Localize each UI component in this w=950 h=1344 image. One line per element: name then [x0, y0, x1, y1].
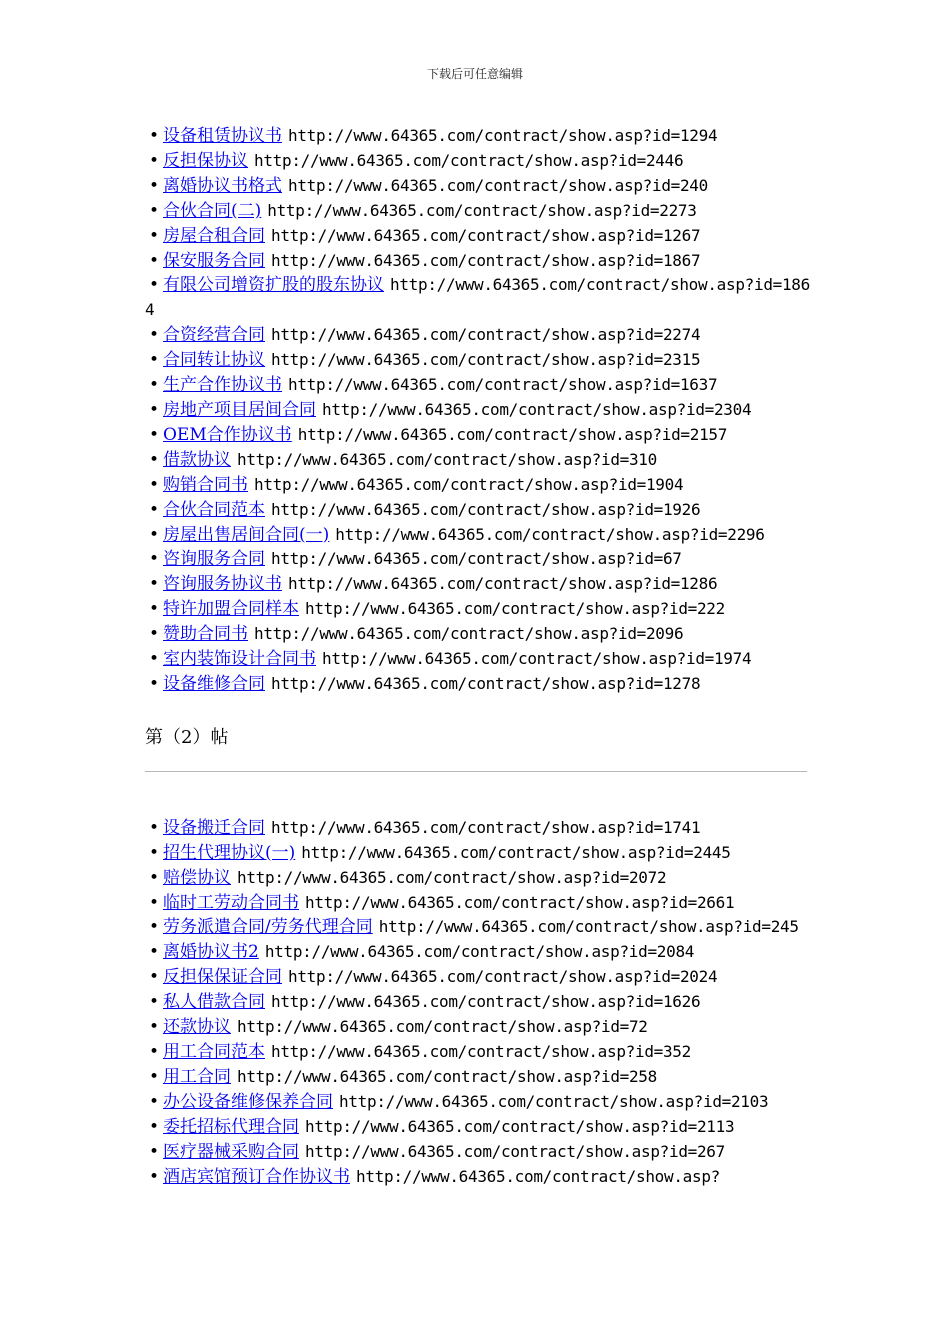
contract-url: http://www.64365.com/contract/show.asp?id=2446: [254, 150, 684, 170]
contract-title-link[interactable]: 保安服务合同: [163, 250, 265, 271]
bullet-icon: •: [148, 867, 160, 888]
contract-url: http://www.64365.com/contract/show.asp?id=2445: [301, 842, 731, 862]
list-item: [145, 398, 815, 423]
list-item: [145, 473, 815, 498]
list-item: [145, 124, 815, 149]
bullet-icon: •: [148, 624, 160, 645]
contract-url: http://www.64365.com/contract/show.asp?id=2304: [322, 399, 752, 419]
bullet-icon: •: [148, 325, 160, 346]
bullet-icon: •: [148, 649, 160, 670]
bullet-icon: •: [148, 1141, 160, 1162]
list-item: [145, 323, 815, 348]
bullet-icon: •: [148, 399, 160, 420]
contract-title-link[interactable]: 还款协议: [163, 1017, 231, 1038]
contract-title-link[interactable]: 设备租赁协议书: [163, 126, 282, 146]
list-item: [145, 1065, 815, 1090]
bullet-icon: •: [148, 1066, 160, 1087]
list-item: [145, 448, 815, 473]
contract-url: http://www.64365.com/contract/show.asp?id=1926: [271, 499, 701, 519]
contract-title-link[interactable]: 临时工劳动合同书: [163, 892, 299, 913]
document-body: [145, 124, 815, 1189]
contract-url: http://www.64365.com/contract/show.asp?id=2072: [237, 867, 667, 887]
list-item: [145, 1040, 815, 1065]
contract-url: http://www.64365.com/contract/show.asp?id=1867: [271, 250, 701, 270]
contract-title-link[interactable]: 咨询服务合同: [163, 549, 265, 570]
section-title: 第（2）帖: [145, 726, 229, 748]
list-item: [145, 249, 815, 274]
bullet-icon: •: [148, 1166, 160, 1187]
list-item: [145, 224, 815, 249]
bullet-icon: •: [148, 175, 160, 196]
list-item: [145, 1090, 815, 1115]
contract-url: http://www.64365.com/contract/show.asp?id=72: [237, 1017, 648, 1037]
list-item: [145, 841, 815, 866]
contract-url: http://www.64365.com/contract/show.asp?id=2084: [264, 942, 695, 962]
bullet-icon: •: [148, 817, 160, 838]
list-item: [145, 572, 815, 597]
contract-url: http://www.64365.com/contract/show.asp?id=1637: [288, 375, 718, 395]
bullet-icon: •: [148, 275, 160, 296]
list-item: [145, 498, 815, 523]
contract-title-link[interactable]: 合伙合同(二): [163, 200, 262, 221]
bullet-icon: •: [148, 942, 160, 963]
list-item: [145, 816, 815, 841]
bullet-icon: •: [148, 1017, 160, 1038]
contract-list-2: [145, 816, 815, 1190]
bullet-icon: •: [148, 599, 160, 620]
bullet-icon: •: [148, 549, 160, 570]
contract-url: http://www.64365.com/contract/show.asp?id=1974: [322, 649, 752, 669]
bullet-icon: •: [148, 992, 160, 1013]
contract-url: http://www.64365.com/contract/show.asp?id=2274: [271, 325, 701, 345]
contract-title-link[interactable]: 医疗器械采购合同: [163, 1141, 299, 1162]
bullet-icon: •: [148, 499, 160, 520]
contract-title-link[interactable]: 用工合同: [163, 1066, 231, 1087]
bullet-icon: •: [148, 449, 160, 470]
contract-title-link[interactable]: 设备搬迁合同: [163, 817, 265, 838]
contract-url: http://www.64365.com/contract/show.asp?id=1286: [288, 574, 718, 594]
contract-title-link[interactable]: 生产合作协议书: [163, 375, 282, 396]
bullet-icon: •: [148, 424, 160, 445]
bullet-icon: •: [148, 225, 160, 246]
contract-url: http://www.64365.com/contract/show.asp?: [356, 1166, 720, 1186]
contract-url: http://www.64365.com/contract/show.asp?id=2661: [305, 892, 735, 912]
list-item: [145, 373, 815, 398]
bullet-icon: •: [148, 673, 160, 694]
bullet-icon: •: [148, 375, 160, 396]
list-item: [145, 273, 815, 323]
list-item: [145, 672, 815, 697]
contract-title-link[interactable]: 离婚协议书2: [163, 942, 259, 963]
list-item: [145, 547, 815, 572]
contract-url: http://www.64365.com/contract/show.asp?id=1741: [271, 817, 701, 837]
bullet-icon: •: [148, 250, 160, 271]
contract-url: http://www.64365.com/contract/show.asp?id=1267: [271, 225, 701, 245]
list-item: [145, 915, 815, 940]
bullet-icon: •: [148, 1091, 160, 1112]
contract-url: http://www.64365.com/contract/show.asp?id=258: [237, 1066, 657, 1086]
list-item: [145, 174, 815, 199]
page-header-note: 下载后可任意编辑: [426, 67, 523, 81]
contract-url: http://www.64365.com/contract/show.asp?id=1278: [271, 673, 701, 693]
contract-url: http://www.64365.com/contract/show.asp?id=310: [237, 449, 657, 469]
list-item: [145, 1115, 815, 1140]
contract-title-link[interactable]: 咨询服务协议书: [163, 574, 282, 595]
bullet-icon: •: [148, 967, 160, 988]
bullet-icon: •: [148, 574, 160, 595]
bullet-icon: •: [148, 474, 160, 495]
list-item: [145, 523, 815, 548]
contract-title-link[interactable]: 特许加盟合同样本: [163, 599, 299, 620]
contract-title-link[interactable]: 离婚协议书格式: [163, 175, 282, 196]
contract-title-link[interactable]: 劳务派遣合同/劳务代理合同: [163, 917, 373, 938]
list-item: [145, 423, 815, 448]
contract-title-link[interactable]: 房屋出售居间合同(一): [163, 524, 330, 545]
contract-url: http://www.64365.com/contract/show.asp?id=352: [271, 1042, 691, 1061]
contract-title-link[interactable]: OEM合作协议书: [163, 424, 292, 445]
contract-title-link[interactable]: 合伙合同范本: [163, 499, 265, 520]
contract-url: http://www.64365.com/contract/show.asp?id=2157: [297, 424, 728, 444]
contract-url: http://www.64365.com/contract/show.asp?id=67: [271, 549, 682, 569]
list-item: [145, 891, 815, 916]
bullet-icon: •: [148, 524, 160, 545]
contract-url: http://www.64365.com/contract/show.asp?id=222: [305, 599, 725, 619]
contract-title-link[interactable]: 酒店宾馆预订合作协议书: [163, 1166, 350, 1187]
contract-title-link[interactable]: 室内装饰设计合同书: [163, 649, 316, 670]
contract-url: http://www.64365.com/contract/show.asp?id=2273: [267, 200, 697, 220]
contract-title-link[interactable]: 设备维修合同: [163, 673, 265, 694]
list-item: [145, 940, 815, 965]
contract-url: http://www.64365.com/contract/show.asp?id=2113: [305, 1116, 735, 1136]
section-divider: [145, 771, 807, 772]
contract-url: http://www.64365.com/contract/show.asp?id=240: [288, 175, 708, 195]
bullet-icon: •: [148, 350, 160, 371]
list-item: [145, 1015, 815, 1040]
bullet-icon: •: [148, 150, 160, 171]
contract-title-link[interactable]: 委托招标代理合同: [163, 1116, 299, 1137]
bullet-icon: •: [148, 917, 160, 938]
list-item: [145, 597, 815, 622]
contract-title-link[interactable]: 购销合同书: [163, 474, 248, 495]
list-item: [145, 965, 815, 990]
contract-url: http://www.64365.com/contract/show.asp?id=1626: [271, 992, 701, 1012]
contract-url: http://www.64365.com/contract/show.asp?id=2103: [339, 1091, 769, 1111]
list-item: [145, 1140, 815, 1165]
list-item: [145, 149, 815, 174]
contract-url: http://www.64365.com/contract/show.asp?id=1904: [254, 474, 684, 494]
list-item: [145, 348, 815, 373]
contract-title-link[interactable]: 合资经营合同: [163, 325, 265, 346]
contract-title-link[interactable]: 用工合同范本: [163, 1042, 265, 1062]
contract-title-link[interactable]: 房地产项目居间合同: [163, 399, 316, 420]
contract-title-link[interactable]: 房屋合租合同: [163, 225, 265, 246]
bullet-icon: •: [148, 842, 160, 863]
contract-url: http://www.64365.com/contract/show.asp?id=2296: [335, 524, 765, 544]
list-item: [145, 990, 815, 1015]
contract-title-link[interactable]: 私人借款合同: [163, 992, 265, 1013]
contract-url: http://www.64365.com/contract/show.asp?id=2096: [254, 624, 684, 644]
contract-title-link[interactable]: 反担保协议: [163, 150, 248, 171]
contract-title-link[interactable]: 借款协议: [163, 449, 231, 470]
contract-title-link[interactable]: 反担保保证合同: [163, 967, 282, 988]
contract-title-link[interactable]: 合同转让协议: [163, 350, 265, 371]
bullet-icon: •: [148, 1042, 160, 1062]
list-item: [145, 647, 815, 672]
contract-title-link[interactable]: 招生代理协议(一): [163, 842, 296, 863]
list-item: [145, 1165, 815, 1190]
contract-url: http://www.64365.com/contract/show.asp?id=1294: [288, 126, 718, 145]
contract-url: http://www.64365.com/contract/show.asp?id=2024: [288, 967, 718, 987]
bullet-icon: •: [148, 200, 160, 221]
contract-url: http://www.64365.com/contract/show.asp?id=245: [378, 917, 799, 937]
bullet-icon: •: [148, 126, 160, 146]
contract-title-link[interactable]: 有限公司增资扩股的股东协议: [163, 275, 384, 296]
list-item: [145, 866, 815, 891]
contract-title-link[interactable]: 赞助合同书: [163, 624, 248, 645]
bullet-icon: •: [148, 892, 160, 913]
contract-title-link[interactable]: 赔偿协议: [163, 867, 231, 888]
contract-url: http://www.64365.com/contract/show.asp?id=1864: [145, 275, 810, 320]
contract-url: http://www.64365.com/contract/show.asp?id=267: [305, 1141, 725, 1161]
contract-list-1: [145, 124, 815, 697]
list-item: [145, 622, 815, 647]
contract-title-link[interactable]: 办公设备维修保养合同: [163, 1091, 333, 1112]
contract-url: http://www.64365.com/contract/show.asp?id=2315: [271, 350, 701, 370]
list-item: [145, 199, 815, 224]
bullet-icon: •: [148, 1116, 160, 1137]
